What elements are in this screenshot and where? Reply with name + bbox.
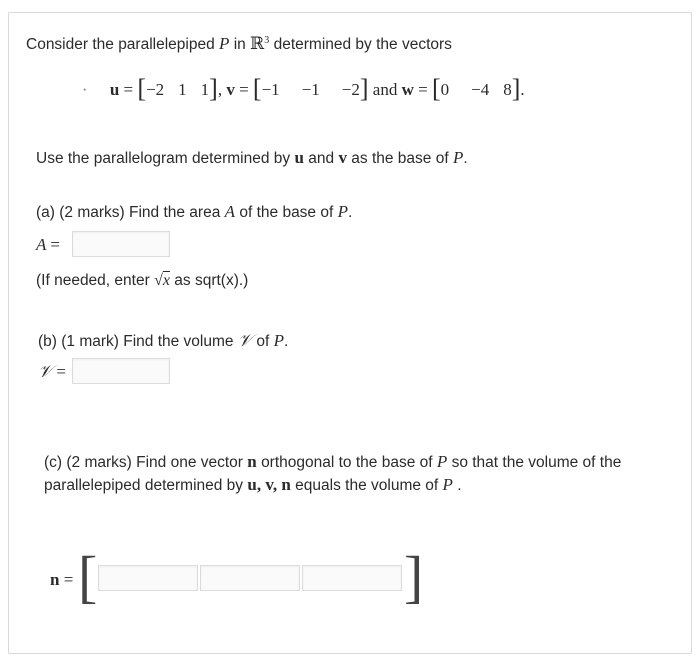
part-b-question: [38, 331, 288, 351]
u-comma: ,: [217, 80, 223, 99]
sqrt-symbol: √: [154, 272, 163, 289]
hint-code: sqrt(x): [194, 272, 239, 289]
hint-prefix: (If needed, enter: [36, 272, 150, 289]
part-a-of: of the base of: [239, 204, 334, 221]
volume-answer-input[interactable]: [72, 358, 170, 384]
intro-R-exp: 3: [264, 34, 270, 46]
w-eq: =: [418, 80, 428, 99]
base-prefix: Use the parallelogram determined by: [36, 150, 291, 167]
bullet-dot: ·: [82, 82, 88, 99]
part-c-P: P: [436, 452, 448, 471]
base-v: v: [338, 148, 347, 167]
volume-eq: =: [56, 362, 67, 381]
base-sentence: [36, 148, 468, 168]
n-eq: =: [63, 570, 74, 589]
n-component-1-input[interactable]: [98, 565, 198, 591]
area-symbol: A: [36, 235, 47, 254]
v-label: v: [226, 80, 235, 99]
part-a-answer-label: [36, 235, 60, 255]
w-label: w: [401, 80, 414, 99]
part-c-line2-suffix: equals the volume of: [295, 477, 439, 494]
u-eq: =: [123, 80, 134, 99]
part-b-V: 𝒱: [237, 331, 253, 350]
vectors-line: · u = [−2 1 1], v = [−1 −1 −2] and w = [0 −4 8].: [82, 74, 525, 103]
part-c-period: .: [457, 477, 462, 494]
base-and: and: [308, 150, 335, 167]
n-right-bracket: ]: [404, 544, 424, 609]
part-c-line2: [44, 475, 462, 495]
part-c-suffix: orthogonal to the base of: [261, 454, 433, 471]
w-3: 8: [503, 80, 512, 99]
u-2: 1: [178, 80, 187, 99]
intro-prefix: Consider the parallelepiped: [26, 36, 215, 53]
part-a-text: (a) (2 marks) Find the area: [36, 204, 221, 221]
u-3: 1: [200, 80, 210, 99]
part-a-P: P: [337, 202, 348, 221]
part-c-line2-prefix: parallelepiped determined by: [44, 477, 244, 494]
base-P: P: [452, 148, 464, 167]
hint-middle: as: [174, 272, 191, 289]
part-b-P: P: [273, 331, 284, 350]
part-a-question: [36, 202, 352, 222]
sqrt-x: x: [162, 272, 170, 289]
w-2: −4: [471, 80, 490, 99]
part-c-answer-label: [50, 570, 73, 590]
n-component-3-input[interactable]: [302, 565, 402, 591]
part-b-of: of: [256, 333, 270, 350]
n-symbol: n: [50, 570, 60, 589]
part-c-prefix: (c) (2 marks) Find one vector: [44, 454, 243, 471]
part-c-uvn: u, v, n: [247, 475, 291, 494]
intro-R: ℝ: [250, 34, 265, 53]
base-u: u: [294, 148, 304, 167]
part-c-P2: P: [442, 475, 453, 494]
intro-P: P: [219, 34, 230, 53]
n-component-2-input[interactable]: [200, 565, 300, 591]
u-1: −2: [146, 80, 165, 99]
n-left-bracket: [: [78, 544, 98, 609]
v-eq: =: [239, 80, 249, 99]
part-c-end: so that the volume of the: [451, 454, 622, 471]
area-eq: =: [50, 235, 60, 254]
hint-suffix: .): [238, 272, 249, 289]
intro-suffix: determined by the vectors: [273, 36, 452, 53]
part-a-period: .: [348, 204, 353, 221]
v-3: −2: [341, 80, 360, 99]
volume-symbol: 𝒱: [38, 362, 53, 381]
intro-line: [26, 34, 452, 54]
part-a-A: A: [224, 202, 236, 221]
area-answer-input[interactable]: [72, 231, 170, 257]
v-1: −1: [261, 80, 280, 99]
part-c-line1: [44, 452, 621, 472]
base-suffix: as the base of: [351, 150, 449, 167]
part-b-text: (b) (1 mark) Find the volume: [38, 333, 234, 350]
intro-in: in: [233, 36, 246, 53]
w-1: 0: [440, 80, 450, 99]
sqrt-expression: [154, 272, 170, 289]
u-label: u: [109, 80, 120, 99]
base-period: .: [463, 150, 468, 167]
part-a-hint: [36, 272, 248, 290]
part-b-answer-label: [38, 362, 66, 382]
and-word: and: [372, 80, 398, 99]
v-2: −1: [301, 80, 320, 99]
part-c-n: n: [247, 452, 257, 471]
w-period: .: [520, 80, 525, 99]
part-b-period: .: [283, 333, 289, 350]
